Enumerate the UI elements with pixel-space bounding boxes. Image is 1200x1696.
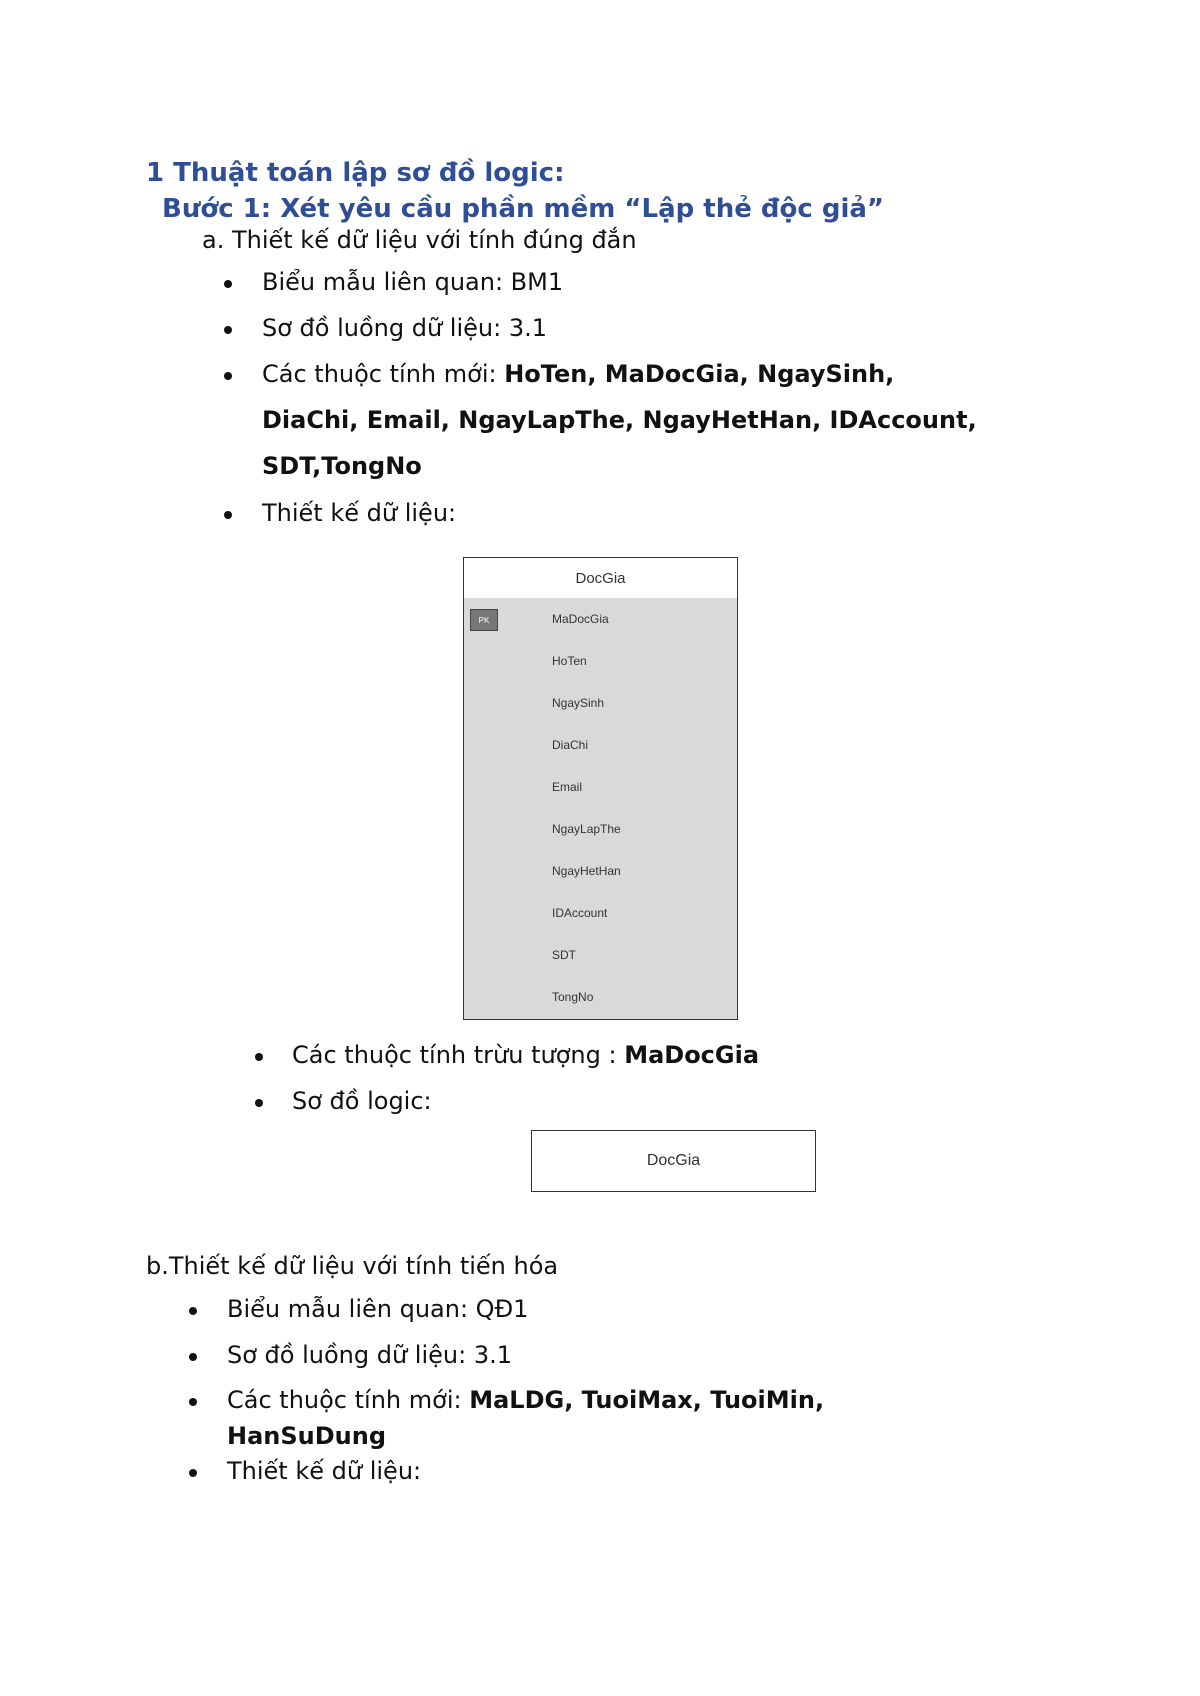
bullet-label: Các thuộc tính trừu tượng :	[292, 1041, 625, 1069]
heading-2: Bước 1: Xét yêu cầu phần mềm “Lập thẻ độc giả”	[162, 194, 884, 224]
bullet-logic-diagram: Sơ đồ logic:	[292, 1087, 432, 1115]
bullet-icon	[255, 1053, 263, 1061]
section-a-title: a. Thiết kế dữ liệu với tính đúng đắn	[202, 226, 637, 254]
bullet-icon	[189, 1353, 197, 1361]
entity-attribute: NgayLapThe	[552, 822, 621, 836]
entity-attribute: TongNo	[552, 990, 594, 1004]
section-b-title: b.Thiết kế dữ liệu với tính tiến hóa	[146, 1252, 559, 1280]
attributes-b-line-2: HanSuDung	[227, 1422, 387, 1450]
bullet-new-attributes-b	[227, 1386, 824, 1414]
bullet-icon	[189, 1307, 197, 1315]
bullet-icon	[255, 1099, 263, 1107]
entity-docgia	[463, 557, 738, 1020]
bullet-icon	[189, 1469, 197, 1477]
logic-entity-docgia: DocGia	[531, 1130, 816, 1192]
bullet-icon	[189, 1398, 197, 1406]
attributes-line-2: DiaChi, Email, NgayLapThe, NgayHetHan, IDAccount,	[262, 406, 977, 434]
bullet-dfd: Sơ đồ luồng dữ liệu: 3.1	[262, 314, 547, 342]
entity-attribute: HoTen	[552, 654, 587, 668]
entity-attribute: MaDocGia	[552, 612, 609, 626]
attributes-line-3: SDT,TongNo	[262, 452, 422, 480]
bullet-form: Biểu mẫu liên quan: BM1	[262, 268, 564, 296]
entity-title: DocGia	[464, 558, 737, 599]
attributes-line-1: HoTen, MaDocGia, NgaySinh,	[504, 360, 895, 388]
bullet-icon	[224, 280, 232, 288]
entity-attributes	[464, 598, 737, 1019]
attributes-line-3-row	[262, 452, 422, 480]
bullet-rule: Biểu mẫu liên quan: QĐ1	[227, 1295, 529, 1323]
abstract-attribute: MaDocGia	[624, 1041, 760, 1069]
attributes-b-line-1: MaLDG, TuoiMax, TuoiMin,	[469, 1386, 825, 1414]
entity-attribute: SDT	[552, 948, 576, 962]
bullet-dfd-b: Sơ đồ luồng dữ liệu: 3.1	[227, 1341, 512, 1369]
bullet-icon	[224, 511, 232, 519]
bullet-new-attributes	[262, 360, 894, 388]
bullet-label: Các thuộc tính mới:	[227, 1386, 470, 1414]
attributes-b-line-2-row	[227, 1422, 386, 1450]
bullet-abstract-attributes	[292, 1041, 759, 1069]
bullet-icon	[224, 326, 232, 334]
entity-attribute: NgayHetHan	[552, 864, 621, 878]
pk-badge: PK	[470, 609, 498, 631]
bullet-label: Các thuộc tính mới:	[262, 360, 505, 388]
attributes-line-2-row	[262, 406, 977, 434]
bullet-data-design-b: Thiết kế dữ liệu:	[227, 1457, 422, 1485]
bullet-data-design: Thiết kế dữ liệu:	[262, 499, 457, 527]
entity-attribute: DiaChi	[552, 738, 589, 752]
entity-attribute: IDAccount	[552, 906, 608, 920]
entity-attribute: Email	[552, 780, 583, 794]
entity-attribute: NgaySinh	[552, 696, 605, 710]
bullet-icon	[224, 372, 232, 380]
heading-1: 1 Thuật toán lập sơ đồ logic:	[146, 158, 565, 188]
